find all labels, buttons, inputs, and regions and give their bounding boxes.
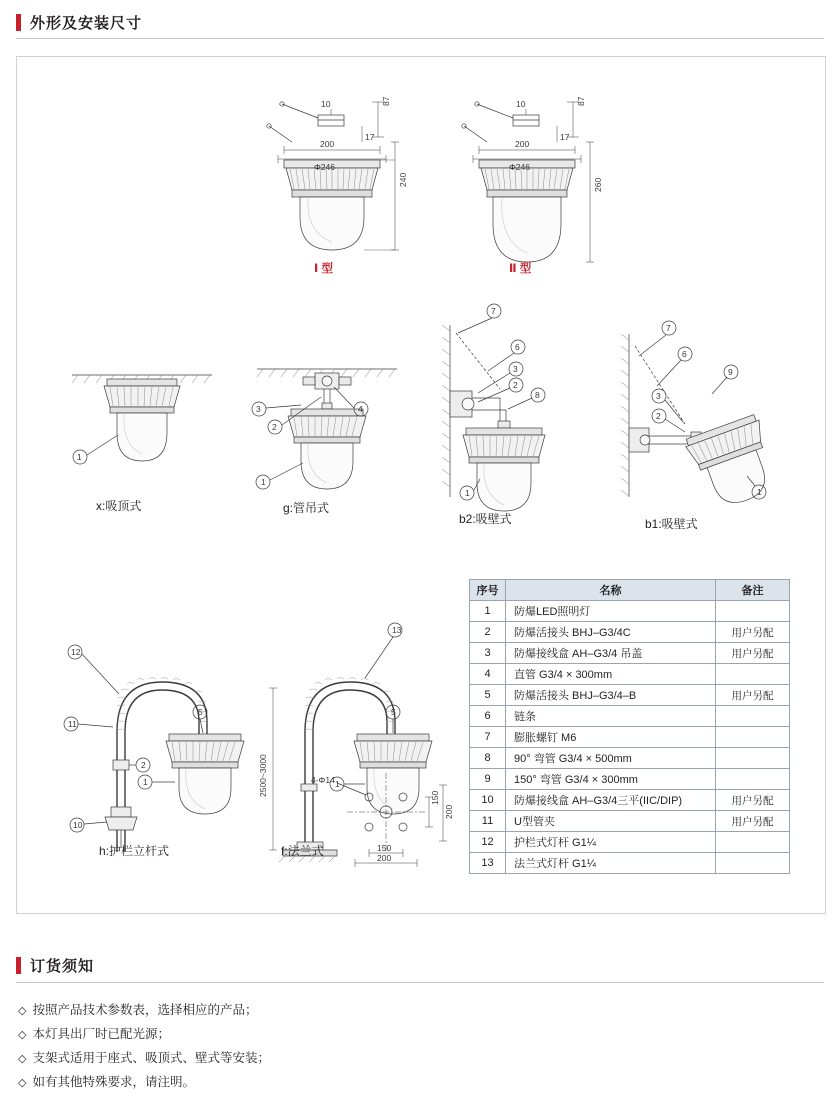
mount-drawing-wall-b1 [607, 312, 797, 531]
header-no: 序号 [470, 580, 506, 601]
dim-17-type2: 17 [560, 132, 570, 142]
order-note-text: 支架式适用于座式、吸顶式、壁式等安装； [32, 1051, 270, 1065]
callout-1-b1: 1 [757, 487, 762, 497]
callout-2-pipe: 2 [272, 422, 277, 432]
dim-200-type1: 200 [320, 139, 335, 149]
diamond-icon: ◇ [18, 1077, 27, 1089]
table-row [470, 790, 790, 811]
table-row [470, 769, 790, 790]
cell-remark [716, 706, 790, 727]
order-note-text: 如有其他特殊要求，请注明。 [32, 1075, 195, 1089]
cell-name: 防爆LED照明灯 [506, 601, 716, 622]
cell-no: 1 [470, 601, 506, 622]
callout-7-b2: 7 [491, 306, 496, 316]
heading-divider [16, 38, 824, 39]
callout-10-railing: 10 [73, 820, 83, 830]
callout-12-railing: 12 [71, 647, 81, 657]
callout-1-pipe: 1 [261, 477, 266, 487]
pole-caption-flange: f:法兰式 [281, 844, 324, 858]
cell-no: 10 [470, 790, 506, 811]
cell-remark [716, 853, 790, 874]
callout-6-b2: 6 [515, 342, 520, 352]
cell-remark [716, 664, 790, 685]
cell-no: 2 [470, 622, 506, 643]
table-row [470, 832, 790, 853]
cell-name: 法兰式灯杆 G1¼ [506, 853, 716, 874]
table-row [470, 622, 790, 643]
mount-caption-pipe: g:管吊式 [283, 501, 330, 515]
order-note-item [18, 1072, 195, 1090]
cell-no: 11 [470, 811, 506, 832]
mount-caption-b2: b2:吸壁式 [459, 512, 512, 526]
table-header-row [470, 580, 790, 601]
callout-3-b2: 3 [513, 364, 518, 374]
cell-name: 直管 G3/4 × 300mm [506, 664, 716, 685]
table-row [470, 664, 790, 685]
cell-remark [716, 727, 790, 748]
mount-drawing-ceiling [62, 357, 222, 517]
mount-drawing-pipe [239, 347, 409, 522]
cell-no: 6 [470, 706, 506, 727]
flange-hole-label: 4-Φ14 [311, 775, 335, 785]
dim-phi246-type2: Φ246 [509, 162, 530, 172]
cell-no: 3 [470, 643, 506, 664]
cell-name: 防爆接线盒 AH–G3/4 吊盖 [506, 643, 716, 664]
flange-dim-150-v: 150 [430, 790, 440, 805]
order-section-heading [16, 955, 94, 976]
parts-table [469, 579, 790, 874]
callout-1-b2: 1 [465, 488, 470, 498]
dim-10-type1: 10 [321, 99, 331, 109]
flange-hole-detail [311, 757, 457, 872]
dim-260-type2: 260 [593, 177, 603, 192]
order-note-text: 按照产品技术参数表，选择相应的产品； [32, 1003, 258, 1017]
cell-remark [716, 748, 790, 769]
callout-7-b1: 7 [666, 323, 671, 333]
cell-no: 4 [470, 664, 506, 685]
accent-bar-icon [16, 14, 21, 31]
cell-remark: 用户另配 [716, 622, 790, 643]
order-note-item [18, 1000, 257, 1018]
cell-name: 防爆活接头 BHJ–G3/4–B [506, 685, 716, 706]
header-name: 名称 [506, 580, 716, 601]
cell-name: 防爆活接头 BHJ–G3/4C [506, 622, 716, 643]
heading-divider-2 [16, 982, 824, 983]
type-2-caption: Ⅱ 型 [509, 263, 532, 275]
pole-drawing-railing [57, 602, 257, 862]
callout-5-flange: 5 [391, 707, 396, 717]
callout-2-b1: 2 [656, 411, 661, 421]
cell-no: 12 [470, 832, 506, 853]
order-title-text: 订货须知 [30, 958, 95, 975]
order-note-text: 本灯具出厂时已配光源； [32, 1027, 170, 1041]
type-1-drawing [252, 82, 417, 312]
drawing-frame [16, 56, 826, 914]
cell-remark [716, 769, 790, 790]
dim-17-type1: 17 [365, 132, 375, 142]
callout-3-pipe: 3 [256, 404, 261, 414]
cell-name: 150° 弯管 G3/4 × 300mm [506, 769, 716, 790]
cell-name: 90° 弯管 G3/4 × 500mm [506, 748, 716, 769]
dim-240-type1: 240 [398, 172, 408, 187]
header-remark: 备注 [716, 580, 790, 601]
dim-200-type2: 200 [515, 139, 530, 149]
dimensions-section-heading [16, 12, 142, 33]
dim-87-type1: 87 [381, 96, 391, 106]
diamond-icon: ◇ [18, 1005, 27, 1017]
callout-2-b2: 2 [513, 380, 518, 390]
diamond-icon: ◇ [18, 1053, 27, 1065]
table-row [470, 685, 790, 706]
cell-no: 13 [470, 853, 506, 874]
cell-no: 5 [470, 685, 506, 706]
table-row [470, 643, 790, 664]
callout-3-b1: 3 [656, 391, 661, 401]
flange-dim-200-h: 200 [377, 853, 392, 863]
table-row [470, 601, 790, 622]
callout-6-b1: 6 [682, 349, 687, 359]
callout-1-ceiling: 1 [77, 452, 82, 462]
pole-caption-railing: h:护栏立杆式 [99, 844, 170, 858]
cell-name: 防爆接线盒 AH–G3/4三平(IIC/DIP) [506, 790, 716, 811]
callout-4-pipe: 4 [358, 404, 363, 414]
callout-1-flange: 1 [335, 779, 340, 789]
dim-10-type2: 10 [516, 99, 526, 109]
diamond-icon: ◇ [18, 1029, 27, 1041]
cell-remark: 用户另配 [716, 811, 790, 832]
callout-1-railing: 1 [143, 777, 148, 787]
dim-pole-height: 2500~3000 [258, 754, 268, 797]
callout-5-railing: 5 [198, 707, 203, 717]
callout-13-flange: 13 [392, 625, 402, 635]
callout-2-railing: 2 [141, 760, 146, 770]
order-note-item [18, 1048, 270, 1066]
callout-9-b1: 9 [728, 367, 733, 377]
type-1-caption: Ⅰ 型 [314, 263, 333, 275]
cell-remark: 用户另配 [716, 685, 790, 706]
cell-no: 9 [470, 769, 506, 790]
mount-caption-ceiling: x:吸顶式 [96, 499, 142, 513]
callout-8-b2: 8 [535, 390, 540, 400]
callout-11-railing: 11 [68, 719, 77, 729]
mount-caption-b1: b1:吸壁式 [645, 517, 698, 531]
table-row [470, 748, 790, 769]
mount-drawing-wall-b2 [422, 297, 602, 527]
cell-remark: 用户另配 [716, 790, 790, 811]
cell-name: 膨胀螺钉 M6 [506, 727, 716, 748]
dimensions-title-text: 外形及安装尺寸 [30, 15, 143, 32]
type-2-drawing [447, 82, 612, 312]
order-note-item [18, 1024, 170, 1042]
cell-remark [716, 601, 790, 622]
cell-name: 链条 [506, 706, 716, 727]
table-row [470, 853, 790, 874]
table-row [470, 811, 790, 832]
table-row [470, 727, 790, 748]
flange-dim-200-v: 200 [444, 804, 454, 819]
cell-remark [716, 832, 790, 853]
cell-no: 8 [470, 748, 506, 769]
cell-name: 护栏式灯杆 G1¼ [506, 832, 716, 853]
table-row [470, 706, 790, 727]
cell-no: 7 [470, 727, 506, 748]
flange-dim-150-h: 150 [377, 843, 392, 853]
accent-bar-icon-2 [16, 957, 21, 974]
cell-remark: 用户另配 [716, 643, 790, 664]
dim-87-type2: 87 [576, 96, 586, 106]
cell-name: U型管夹 [506, 811, 716, 832]
dim-phi246-type1: Φ246 [314, 162, 335, 172]
